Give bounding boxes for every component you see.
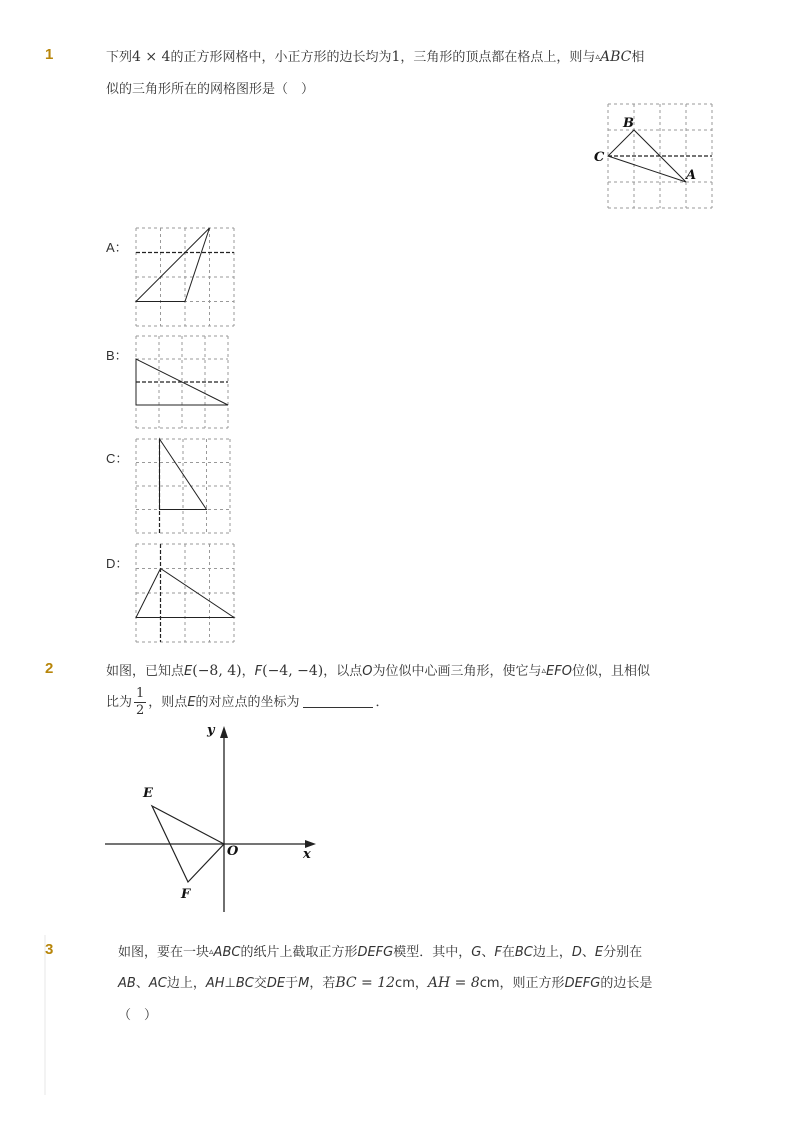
q1-text-line2: 似的三角形所在的网格图形是（ ） [106, 82, 315, 97]
q1-reference-figure [594, 100, 720, 212]
axis-label-x: x [303, 847, 311, 862]
option-d-figure[interactable] [136, 544, 236, 644]
q2-text-line2: 比为 $\frac{1}{2}$ ，则点E的对应点的坐标为 ． [106, 686, 389, 718]
option-a-label[interactable]: A： [106, 240, 128, 255]
option-c-label[interactable]: C： [106, 451, 129, 466]
question-number-2: 2 [45, 660, 54, 677]
label-c: C [594, 150, 605, 165]
q3-text-line3: （ ） [118, 1008, 158, 1023]
axis-label-y: y [207, 723, 215, 738]
question-number-3: 3 [45, 941, 54, 958]
q3-text-line1: 如图，要在一块▵ABC的纸片上截取正方形DEFG模型．其中，G、F在BC边上，D、E分别在 [118, 945, 643, 960]
q3-left-bar [44, 935, 46, 1095]
q1-text-line1: 下列4 × 4的正方形网格中，小正方形的边长均为1，三角形的顶点都在格点上，则与▵ABC相 [106, 49, 645, 65]
option-b-label[interactable]: B： [106, 348, 128, 363]
option-c-figure[interactable] [136, 439, 232, 535]
point-label-f: F [181, 887, 191, 902]
q3-text-line2: AB、AC边上，AH⊥BC交DE于M，若BC = 12cm，AH = 8cm，则正方形DEFG的边长是 [118, 975, 653, 991]
point-label-e: E [143, 786, 153, 801]
option-b-figure[interactable] [136, 336, 232, 432]
point-label-o: O [227, 844, 239, 859]
label-b: B [623, 116, 634, 131]
answer-blank[interactable] [303, 695, 373, 708]
label-a: A [686, 168, 697, 183]
option-d-label[interactable]: D： [106, 556, 129, 571]
question-number-1: 1 [45, 46, 54, 63]
q2-text-line1: 如图，已知点E(−8, 4)，F(−4, −4)，以点O为位似中心画三角形，使它与▵EFO位似，且相似 [106, 663, 650, 679]
option-a-figure[interactable] [136, 228, 236, 328]
q2-coordinate-figure [100, 720, 330, 920]
fraction-one-half: $\frac{1}{2}$ [136, 686, 145, 718]
